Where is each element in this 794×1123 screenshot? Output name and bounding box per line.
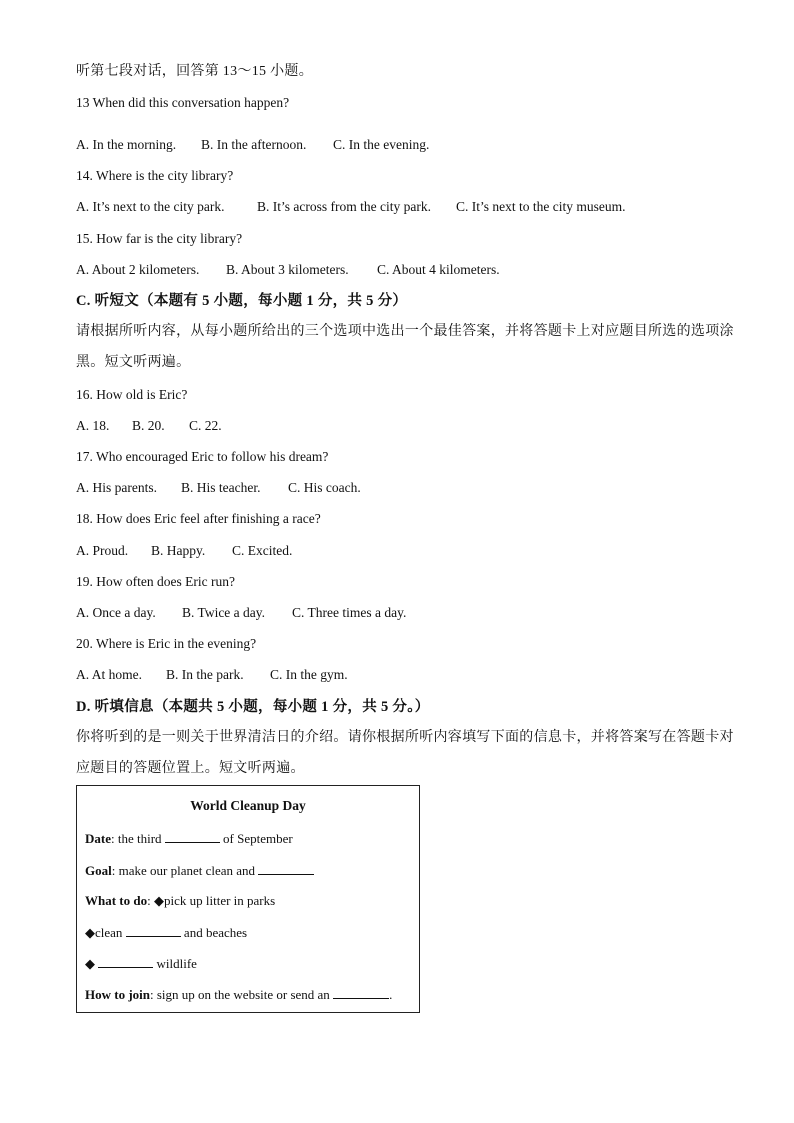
how-end: . bbox=[389, 987, 393, 1002]
q18-options bbox=[76, 542, 292, 560]
info-card-clean-line bbox=[85, 923, 247, 942]
q18-option-b[interactable]: B. Happy. bbox=[151, 543, 206, 558]
what-to-do-label: What to do bbox=[85, 893, 148, 908]
q13-option-a[interactable]: A. In the morning. bbox=[76, 137, 177, 152]
section-c-instruction-2: 黑。短文听两遍。 bbox=[76, 355, 191, 370]
wildlife-blank[interactable] bbox=[98, 954, 153, 968]
q18-option-a[interactable]: A. Proud. bbox=[76, 543, 129, 558]
question-14: 14. Where is the city library? bbox=[76, 168, 234, 183]
section-d-instruction-1: 你将听到的是一则关于世界清洁日的介绍。请你根据所听内容填写下面的信息卡，并将答案写在答题卡对 bbox=[76, 730, 734, 745]
section-c-instruction-1: 请根据所听内容，从每小题所给出的三个选项中选出一个最佳答案，并将答题卡上对应题目所选的选项涂 bbox=[76, 324, 734, 339]
q17-option-b[interactable]: B. His teacher. bbox=[181, 480, 261, 495]
question-17: 17. Who encouraged Eric to follow his dream? bbox=[76, 449, 329, 464]
q18-option-c[interactable]: C. Excited. bbox=[232, 543, 293, 558]
how-to-join-label: How to join bbox=[85, 987, 150, 1002]
info-card-title: World Cleanup Day bbox=[190, 798, 306, 813]
question-13: 13 When did this conversation happen? bbox=[76, 95, 290, 110]
q20-options bbox=[76, 666, 348, 684]
info-card bbox=[76, 785, 420, 1013]
question-18: 18. How does Eric feel after finishing a race? bbox=[76, 511, 321, 526]
q20-option-b[interactable]: B. In the park. bbox=[166, 667, 244, 682]
wildlife-text-after: wildlife bbox=[156, 956, 197, 971]
question-20: 20. Where is Eric in the evening? bbox=[76, 636, 257, 651]
info-card-how-line bbox=[85, 985, 392, 1004]
section-d-instruction-2: 应题目的答题位置上。短文听两遍。 bbox=[76, 761, 305, 776]
question-19: 19. How often does Eric run? bbox=[76, 574, 235, 589]
q16-option-b[interactable]: B. 20. bbox=[132, 418, 165, 433]
q19-option-a[interactable]: A. Once a day. bbox=[76, 605, 156, 620]
goal-label: Goal bbox=[85, 863, 112, 878]
date-text-after: of September bbox=[223, 831, 293, 846]
info-card-date-line bbox=[85, 829, 293, 848]
clean-text-before: ◆clean bbox=[85, 925, 123, 940]
q15-option-b[interactable]: B. About 3 kilometers. bbox=[226, 262, 349, 277]
goal-text: : make our planet clean and bbox=[111, 863, 256, 878]
q17-options bbox=[76, 479, 361, 497]
q13-option-c[interactable]: C. In the evening. bbox=[333, 137, 430, 152]
q14-option-c[interactable]: C. It’s next to the city museum. bbox=[456, 199, 626, 214]
part-b-intro: 听第七段对话，回答第 13～15 小题。 bbox=[76, 64, 313, 79]
clean-text-after: and beaches bbox=[183, 925, 248, 940]
q14-option-a[interactable]: A. It’s next to the city park. bbox=[76, 199, 225, 214]
q20-option-c[interactable]: C. In the gym. bbox=[270, 667, 348, 682]
q13-option-b[interactable]: B. In the afternoon. bbox=[201, 137, 307, 152]
q17-option-a[interactable]: A. His parents. bbox=[76, 480, 157, 495]
q19-options bbox=[76, 604, 406, 622]
q16-option-c[interactable]: C. 22. bbox=[189, 418, 222, 433]
q16-options bbox=[76, 417, 222, 435]
goal-blank[interactable] bbox=[258, 861, 314, 875]
q15-options bbox=[76, 261, 500, 279]
q19-option-b[interactable]: B. Twice a day. bbox=[182, 605, 266, 620]
what-to-do-text: : ◆pick up litter in parks bbox=[147, 893, 276, 908]
date-label: Date bbox=[85, 831, 111, 846]
how-to-join-text: : sign up on the website or send an bbox=[150, 987, 330, 1002]
q16-option-a[interactable]: A. 18. bbox=[76, 418, 110, 433]
date-text-before: : the third bbox=[111, 831, 162, 846]
info-card-goal-line bbox=[85, 861, 314, 880]
q14-options bbox=[76, 198, 625, 216]
clean-blank[interactable] bbox=[126, 923, 181, 937]
q17-option-c[interactable]: C. His coach. bbox=[288, 480, 361, 495]
section-c-title: C. 听短文（本题有 5 小题，每小题 1 分，共 5 分） bbox=[76, 293, 408, 309]
question-15: 15. How far is the city library? bbox=[76, 231, 243, 246]
q14-option-b[interactable]: B. It’s across from the city park. bbox=[257, 199, 431, 214]
how-blank[interactable] bbox=[333, 985, 389, 999]
q13-options bbox=[76, 136, 429, 154]
info-card-what-line bbox=[85, 892, 275, 910]
wildlife-bullet: ◆ bbox=[85, 956, 95, 971]
q19-option-c[interactable]: C. Three times a day. bbox=[292, 605, 407, 620]
q15-option-a[interactable]: A. About 2 kilometers. bbox=[76, 262, 200, 277]
info-card-wildlife-line bbox=[85, 954, 197, 973]
date-blank[interactable] bbox=[165, 829, 220, 843]
question-16: 16. How old is Eric? bbox=[76, 387, 188, 402]
q15-option-c[interactable]: C. About 4 kilometers. bbox=[377, 262, 500, 277]
q20-option-a[interactable]: A. At home. bbox=[76, 667, 142, 682]
section-d-title: D. 听填信息（本题共 5 小题，每小题 1 分，共 5 分。） bbox=[76, 699, 430, 715]
